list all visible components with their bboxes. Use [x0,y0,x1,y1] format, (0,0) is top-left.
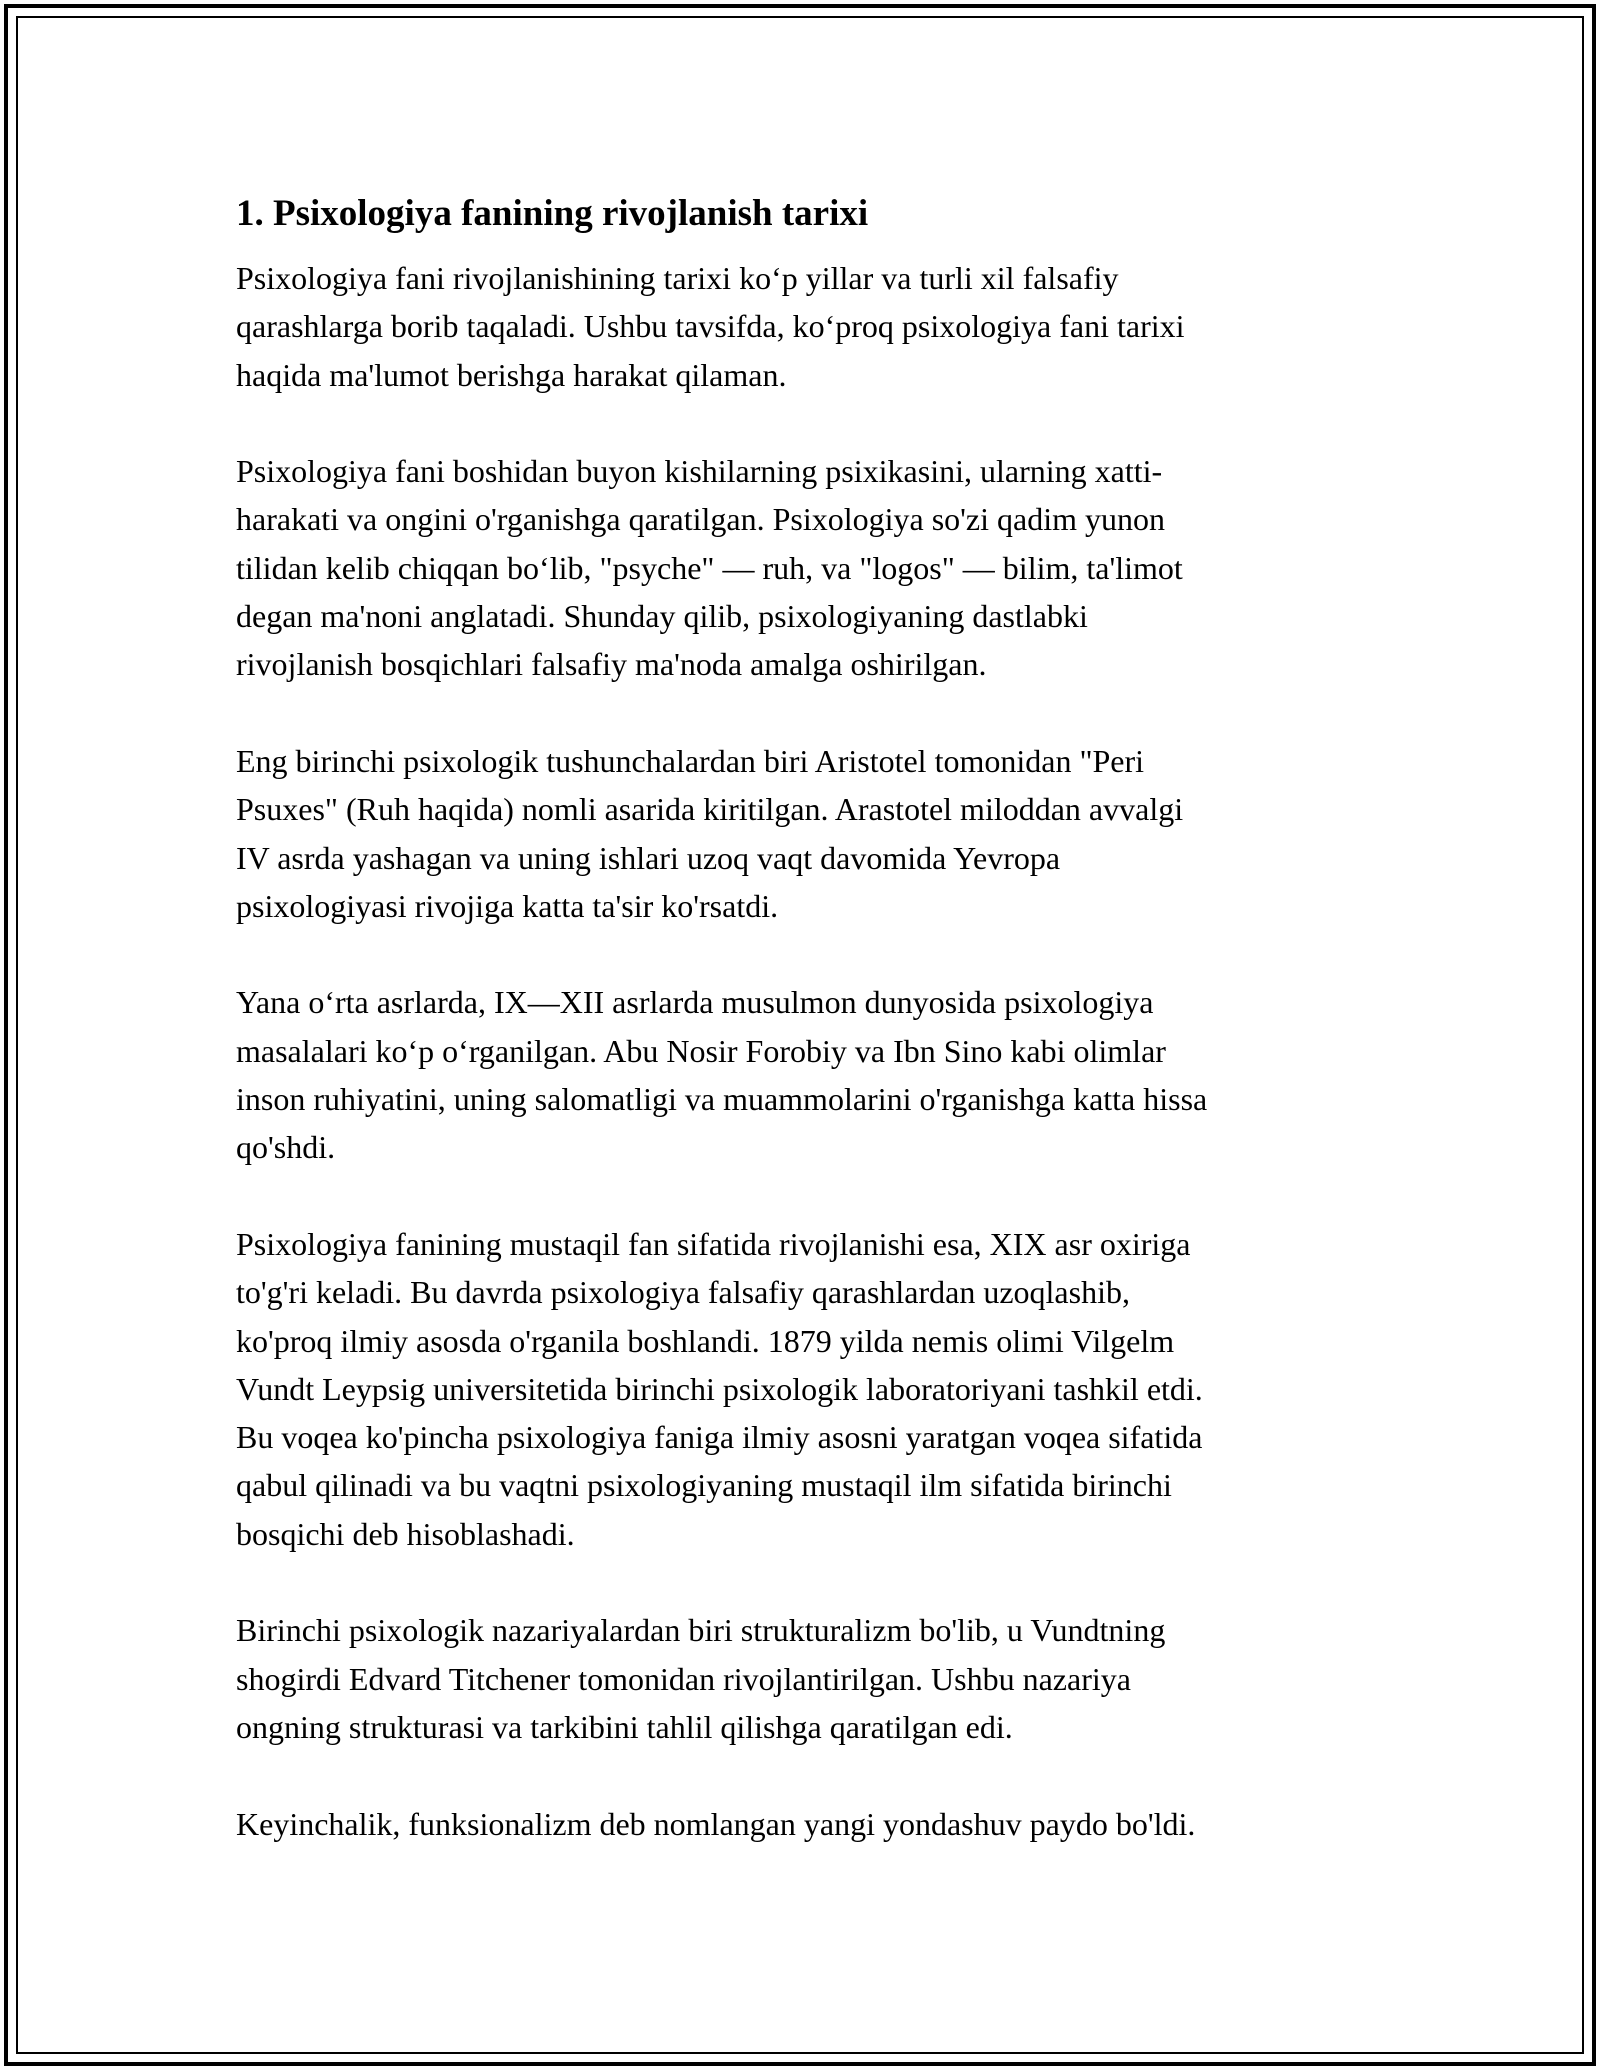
paragraph-4: Yana o‘rta asrlarda, IX—XII asrlarda musulmon dunyosida psixologiya masalalari ko‘p o‘rganilgan. Abu Nosir Forobiy va Ibn Sino kabi olimlar inson ruhiyatini, uning salomatligi va muammolarini o'rganishga katta hissa qo'shdi. [236,984,1208,1166]
paragraph-2: Psixologiya fani boshidan buyon kishilarning psixikasini, ularning xatti- harakati va ongini o'rganishga qaratilgan. Psixologiya so'zi qadim yunon tilidan kelib chiqqan bo‘lib, "psyche" — ruh, va "logos" — bilim, ta'limot degan ma'noni anglatadi. Shunday qilib, psixologiyaning dastlabki rivojlanish bosqichlari falsafiy ma'noda amalga oshirilgan. [236,453,1183,683]
paragraph-3: Eng birinchi psixologik tushunchalardan biri Aristotel tomonidan "Peri Psuxes" (Ruh haqida) nomli asarida kiritilgan. Arastotel miloddan avvalgi IV asrda yashagan va uning ishlari uzoq vaqt davomida Yevropa psixologiyasi rivojiga katta ta'sir ko'rsatdi. [236,742,1184,924]
document-body [236,186,1366,1896]
paragraph-6: Birinchi psixologik nazariyalardan biri strukturalizm bo'lib, u Vundtning shogirdi Edvard Titchener tomonidan rivojlantirilgan. Ushbu nazariya ongning strukturasi va tarkibini tahlil qilishga qaratilgan edi. [236,1612,1166,1745]
paragraph-5: Psixologiya fanining mustaqil fan sifatida rivojlanishi esa, XIX asr oxiriga to'g'ri keladi. Bu davrda psixologiya falsafiy qarashlardan uzoqlashib, ko'proq ilmiy asosda o'rganila boshlandi. 1879 yilda nemis olimi Vilgelm Vundt Leypsig universitetida birinchi psixologik laboratoriyani tashkil etdi. Bu voqea ko'pincha psixologiya faniga ilmiy asosni yaratgan voqea sifatida qabul qilinadi va bu vaqtni psixologiyaning mustaqil ilm sifatida birinchi bosqichi deb hisoblashadi. [236,1225,1203,1552]
document-title: 1. Psixologiya fanining rivojlanish tarixi [236,193,869,234]
paragraph-7: Keyinchalik, funksionalizm deb nomlangan yangi yondashuv paydo bo'ldi. [236,1805,1196,1842]
paragraph-1: Psixologiya fani rivojlanishining tarixi ko‘p yillar va turli xil falsafiy qarashlarga borib taqaladi. Ushbu tavsifda, ko‘proq psixologiya fani tarixi haqida ma'lumot berishga harakat qilaman. [236,260,1185,393]
